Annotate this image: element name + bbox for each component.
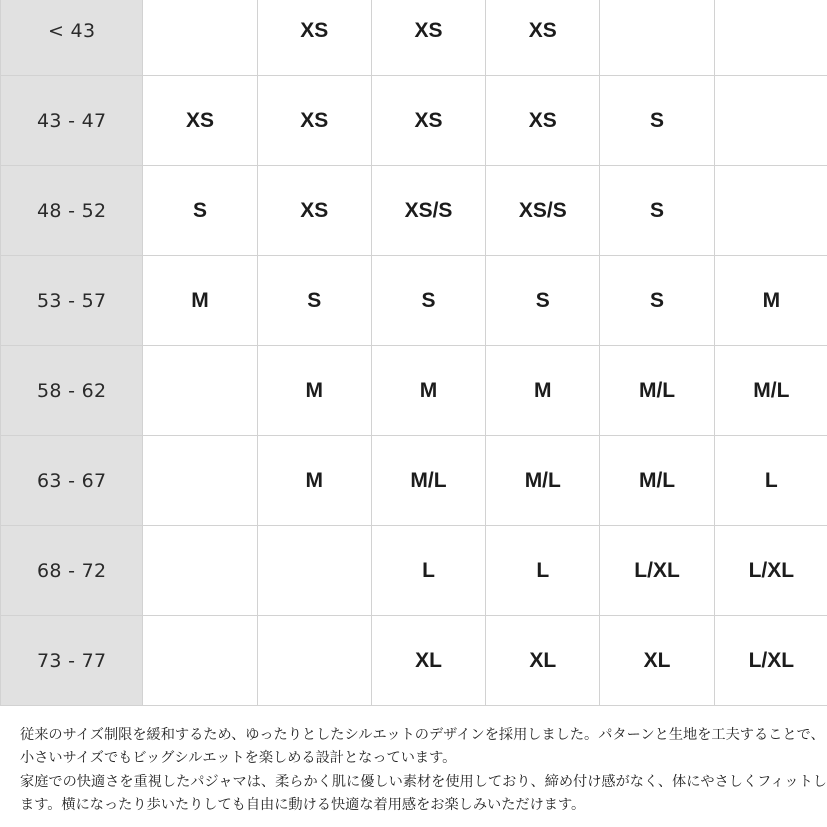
row-header-range: < 43 <box>1 0 143 76</box>
description-line: 家庭での快適さを重視したパジャマは、柔らかく肌に優しい素材を使用しており、締め付け感がなく、体にやさしくフィットし <box>20 773 827 790</box>
table-row <box>1 166 827 256</box>
size-cell <box>143 346 257 436</box>
size-cell <box>143 616 257 706</box>
size-cell: XS/S <box>486 166 600 256</box>
table-row <box>1 346 827 436</box>
table-row <box>1 436 827 526</box>
product-description <box>20 724 827 817</box>
description-line: 従来のサイズ制限を緩和するため、ゆったりとしたシルエットのデザインを採用しました。パターンと生地を工夫することで、 <box>20 727 825 743</box>
size-cell: XS/S <box>371 166 485 256</box>
size-cell: M/L <box>486 436 600 526</box>
description-line: ます。横になったり歩いたりしても自由に動ける快適な着用感をお楽しみいただけます。 <box>20 796 586 813</box>
size-cell <box>600 0 714 76</box>
row-header-range: 63 - 67 <box>1 436 143 526</box>
size-cell: L/XL <box>600 526 714 616</box>
size-cell: L/XL <box>714 616 827 706</box>
size-cell: XS <box>371 76 485 166</box>
size-cell: S <box>257 256 371 346</box>
size-cell <box>714 0 827 76</box>
size-cell: XS <box>486 76 600 166</box>
row-header-range: 53 - 57 <box>1 256 143 346</box>
table-row <box>1 616 827 706</box>
size-cell: XS <box>257 0 371 76</box>
size-cell <box>257 616 371 706</box>
size-cell: XS <box>486 0 600 76</box>
row-header-range: 73 - 77 <box>1 616 143 706</box>
size-cell: L <box>486 526 600 616</box>
size-cell <box>143 436 257 526</box>
size-cell <box>257 526 371 616</box>
table-row <box>1 0 827 76</box>
size-cell: M <box>143 256 257 346</box>
row-header-range: 48 - 52 <box>1 166 143 256</box>
size-cell: M <box>714 256 827 346</box>
table-row <box>1 76 827 166</box>
row-header-range: 68 - 72 <box>1 526 143 616</box>
size-cell: S <box>600 166 714 256</box>
size-cell: S <box>486 256 600 346</box>
size-cell: M <box>371 346 485 436</box>
size-cell <box>714 76 827 166</box>
size-cell: XS <box>143 76 257 166</box>
row-header-range: 43 - 47 <box>1 76 143 166</box>
size-cell: XL <box>486 616 600 706</box>
size-cell: L <box>714 436 827 526</box>
size-cell: S <box>143 166 257 256</box>
size-cell: M/L <box>371 436 485 526</box>
size-cell: XS <box>257 76 371 166</box>
size-cell: L/XL <box>714 526 827 616</box>
table-row <box>1 256 827 346</box>
size-cell: S <box>600 256 714 346</box>
size-cell: XL <box>371 616 485 706</box>
size-cell: M/L <box>714 346 827 436</box>
size-cell: XS <box>257 166 371 256</box>
size-cell: M/L <box>600 436 714 526</box>
size-cell: XS <box>371 0 485 76</box>
size-cell: S <box>600 76 714 166</box>
size-cell: M/L <box>600 346 714 436</box>
table-row <box>1 526 827 616</box>
row-header-range: 58 - 62 <box>1 346 143 436</box>
size-cell: XL <box>600 616 714 706</box>
size-cell <box>714 166 827 256</box>
description-line: 小さいサイズでもビッグシルエットを楽しめる設計となっています。 <box>20 750 457 767</box>
size-cell: M <box>257 346 371 436</box>
size-cell: M <box>257 436 371 526</box>
size-cell: L <box>371 526 485 616</box>
size-cell: S <box>371 256 485 346</box>
size-cell <box>143 526 257 616</box>
size-cell <box>143 0 257 76</box>
size-cell: M <box>486 346 600 436</box>
